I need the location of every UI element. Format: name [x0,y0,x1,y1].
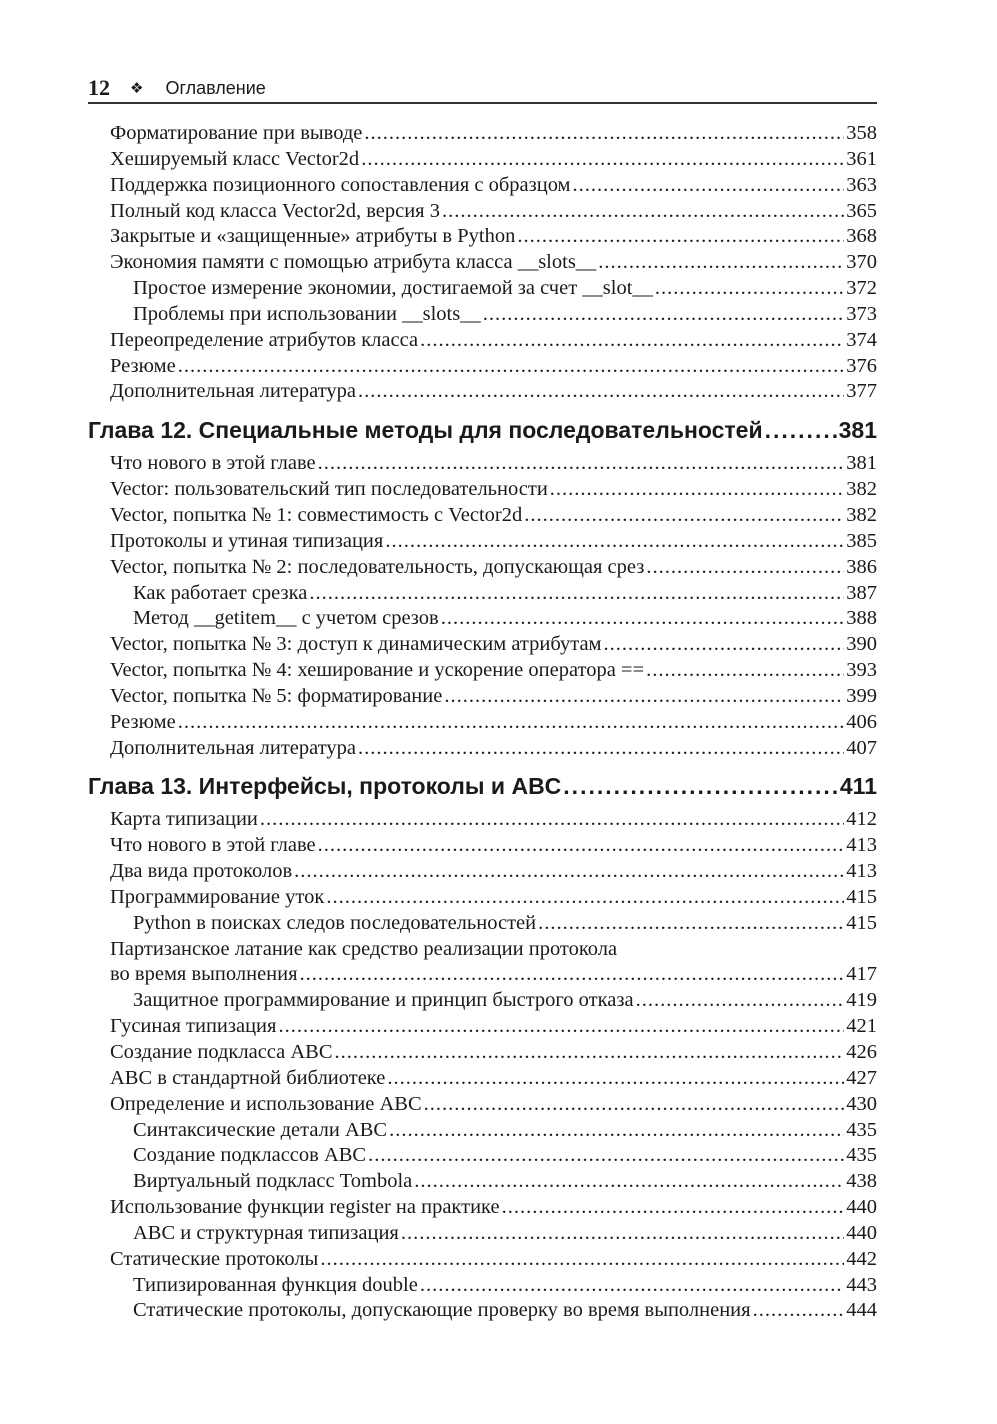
dot-leader [524,504,844,527]
toc-entry[interactable] [88,685,877,711]
toc-entry-title: Защитное программирование и принцип быстрого отказа [133,989,634,1012]
toc-entry[interactable] [88,478,877,504]
toc-page-number: 399 [846,684,877,707]
dot-leader [178,711,845,734]
dot-leader [364,122,844,145]
dot-leader [442,200,844,223]
toc-entry-title: Экономия памяти с помощью атрибута класса __slots__ [110,251,597,274]
toc-page-number: 440 [846,1221,877,1244]
toc-entry[interactable] [88,1222,877,1248]
toc-entry-title: Vector, попытка № 4: хеширование и ускорение оператора == [110,659,645,682]
dot-leader [655,277,844,300]
toc-page-number: 427 [846,1066,877,1089]
toc-entry-title: Vector: пользовательский тип последовательности [110,478,548,501]
toc-entry-title: Карта типизации [110,808,258,831]
dot-leader [260,808,844,831]
toc-page-number: 381 [846,452,877,475]
dot-leader [358,380,844,403]
dot-leader [326,886,844,909]
dot-leader [420,329,844,352]
dot-leader [387,1067,844,1090]
dot-leader [318,452,845,475]
toc-page-number: 421 [846,1015,877,1038]
toc-entry-title: Дополнительная литература [110,380,356,403]
chapter-title: Глава 13. Интерфейсы, протоколы и ABC [88,772,562,799]
toc-page-number: 377 [846,380,877,403]
dot-leader [502,1196,845,1219]
toc-entry[interactable] [88,912,877,938]
toc-entry-title: Поддержка позиционного сопоставления с образцом [110,173,571,196]
toc-entry[interactable] [88,452,877,478]
toc-entry-title: ABC в стандартной библиотеке [110,1066,386,1089]
dot-leader [294,860,844,883]
toc-entry[interactable] [88,148,877,174]
toc-entry-title: Vector, попытка № 5: форматирование [110,684,443,707]
dot-leader [573,174,845,197]
toc-page-number: 442 [846,1247,877,1270]
toc-entry-title: ABC и структурная типизация [133,1221,399,1244]
toc-page-number: 415 [846,885,877,908]
toc-page-number: 435 [846,1118,877,1141]
dot-leader [358,737,844,760]
toc-entry[interactable] [88,1041,877,1067]
toc-entry[interactable] [88,174,877,200]
toc-entry-title: Простое измерение экономии, достигаемой за счет __slot__ [133,277,653,300]
toc-entry-title: Проблемы при использовании __slots__ [133,302,481,325]
dot-leader [646,556,844,579]
toc-entry[interactable] [88,303,877,329]
page-number: 12 [88,75,110,100]
toc-page-number: 444 [846,1299,877,1322]
dot-leader [636,989,845,1012]
toc-page-number: 435 [846,1144,877,1167]
toc-entry[interactable] [88,1119,877,1145]
toc-entry[interactable] [88,504,877,530]
toc-entry[interactable] [88,963,877,989]
toc-entry[interactable] [88,1196,877,1222]
dot-leader [444,685,844,708]
toc-entry-title: Гусиная типизация [110,1015,277,1038]
dot-leader [335,1041,845,1064]
toc-page-number: 406 [846,710,877,733]
toc-entry-title: Полный код класса Vector2d, версия 3 [110,199,440,222]
toc-page-number: 388 [846,607,877,630]
toc-page-number: 407 [846,736,877,759]
toc-entry-title: Переопределение атрибутов класса [110,328,419,351]
toc-page-number: 372 [846,277,877,300]
toc-entry[interactable] [88,530,877,556]
dot-leader [550,478,844,501]
toc-entry[interactable] [88,329,877,355]
toc-entry[interactable] [88,1299,877,1325]
toc-page-number: 411 [839,772,877,799]
toc-entry-title: Метод __getitem__ с учетом срезов [133,607,439,630]
toc-entry[interactable] [88,737,877,763]
toc-entry-title: Vector, попытка № 1: совместимость с Vector2d [110,503,523,526]
toc-page-number: 440 [846,1196,877,1219]
toc-page-number: 368 [846,225,877,248]
toc-page-number: 419 [846,989,877,1012]
toc-entry[interactable] [88,582,877,608]
toc-entry-title: Что нового в этой главе [110,452,316,475]
dot-leader [414,1170,844,1193]
toc-entry[interactable] [88,1248,877,1274]
toc-entry-title: Статические протоколы [110,1247,319,1270]
toc-entry[interactable] [88,860,877,886]
dot-leader [318,834,845,857]
dot-leader [753,1299,845,1322]
toc-entry-title: Два вида протоколов [110,860,293,883]
toc-entry[interactable] [88,711,877,737]
dot-leader [320,1248,844,1271]
toc-page-number: 443 [846,1273,877,1296]
toc-entry[interactable] [88,355,877,381]
toc-entry-title: Резюме [110,354,176,377]
toc-page-number: 415 [846,911,877,934]
dot-leader [765,417,837,444]
toc-entry-title: Определение и использование ABC [110,1092,422,1115]
toc-entry-title: Vector, попытка № 2: последовательность, допускающая срез [110,555,645,578]
toc-page-number: 358 [846,122,877,144]
toc-entry-title: Создание подкласса ABC [110,1041,333,1063]
toc-entry-title: Статические протоколы, допускающие проверку во время выполнения [133,1299,751,1322]
dot-leader [483,303,845,326]
dot-leader [538,912,844,935]
toc-page-number: 365 [846,199,877,222]
dot-leader [385,530,844,553]
toc-entry[interactable] [88,808,877,834]
toc-entry[interactable] [88,1015,877,1041]
dot-leader [278,1015,844,1038]
toc-entry[interactable] [88,277,877,303]
dot-leader [420,1274,844,1297]
dot-leader [178,355,845,378]
chapter-heading[interactable] [88,412,877,448]
toc-entry-title: во время выполнения [110,963,298,986]
chapter-heading[interactable] [88,768,877,804]
toc-entry-title: Программирование уток [110,885,325,908]
toc-entry-title: Использование функции register на практике [110,1196,500,1219]
toc-entry-title: Закрытые и «защищенные» атрибуты в Python [110,225,516,248]
toc-page-number: 426 [846,1041,877,1063]
dot-leader [604,633,845,656]
toc-page-number: 373 [846,302,877,325]
toc-entry[interactable] [88,659,877,685]
toc-entry[interactable] [88,122,877,148]
toc-page-number: 417 [846,963,877,986]
toc-entry-title: Создание подклассов ABC [133,1144,367,1167]
dot-leader [401,1222,844,1245]
toc-entry[interactable] [88,886,877,912]
toc-entry[interactable] [88,1170,877,1196]
running-title: Оглавление [165,77,266,98]
toc-entry-title: Типизированная функция double [133,1273,418,1296]
toc-page-number: 381 [838,416,877,443]
chapter-title: Глава 12. Специальные методы для последовательностей [88,416,763,443]
toc-page-number: 382 [846,478,877,501]
toc-entry-title: Виртуальный подкласс Tombola [133,1170,413,1193]
toc-entry[interactable] [88,225,877,251]
toc-entry-title: Что нового в этой главе [110,834,316,857]
dot-leader [300,963,845,986]
toc-entry[interactable] [88,607,877,633]
toc-entry[interactable] [88,380,877,406]
toc-page-number: 363 [846,173,877,196]
toc-page-number: 438 [846,1170,877,1193]
toc-page-number: 413 [846,860,877,883]
toc-entry[interactable] [88,1067,877,1093]
toc-page-number: 382 [846,503,877,526]
toc-entry-title: Форматирование при выводе [110,122,363,144]
dot-leader [361,148,844,171]
table-of-contents [88,122,877,1325]
toc-entry[interactable] [88,200,877,226]
dot-leader [563,773,838,800]
toc-entry[interactable] [88,1274,877,1300]
running-header [88,74,877,104]
toc-entry-title: Резюме [110,710,176,733]
ornament-icon: ❖ [130,79,144,97]
dot-leader [309,582,844,605]
toc-page-number: 386 [846,555,877,578]
toc-entry[interactable] [88,251,877,277]
toc-page-number: 430 [846,1092,877,1115]
toc-entry-title: Python в поисках следов последовательностей [133,911,537,934]
toc-entry-title: Vector, попытка № 3: доступ к динамическим атрибутам [110,633,602,656]
toc-entry-title: Хешируемый класс Vector2d [110,147,360,170]
toc-page-number: 385 [846,529,877,552]
toc-page-number: 390 [846,633,877,656]
dot-leader [424,1093,845,1116]
toc-entry[interactable] [88,989,877,1015]
toc-entry-title: Как работает срезка [133,581,308,604]
dot-leader [389,1119,844,1142]
toc-page-number: 393 [846,659,877,682]
toc-page-number: 374 [846,328,877,351]
toc-entry-title: Синтаксические детали ABC [133,1118,388,1141]
dot-leader [598,251,844,274]
toc-entry[interactable] [88,633,877,659]
dot-leader [368,1144,844,1167]
toc-page-number: 412 [846,808,877,831]
toc-entry-first-line[interactable] [88,938,877,964]
toc-entry[interactable] [88,556,877,582]
toc-entry-title: Протоколы и утиная типизация [110,529,384,552]
toc-entry-title: Партизанское латание как средство реализации протокола [110,937,618,960]
toc-page-number: 376 [846,354,877,377]
toc-page-number: 361 [846,147,877,170]
toc-entry-title: Дополнительная литература [110,736,356,759]
dot-leader [517,225,844,248]
toc-entry[interactable] [88,1093,877,1119]
toc-entry[interactable] [88,1144,877,1170]
toc-page-number: 387 [846,581,877,604]
dot-leader [441,607,845,630]
toc-entry[interactable] [88,834,877,860]
dot-leader [646,659,844,682]
toc-page-number: 413 [846,834,877,857]
toc-page-number: 370 [846,251,877,274]
